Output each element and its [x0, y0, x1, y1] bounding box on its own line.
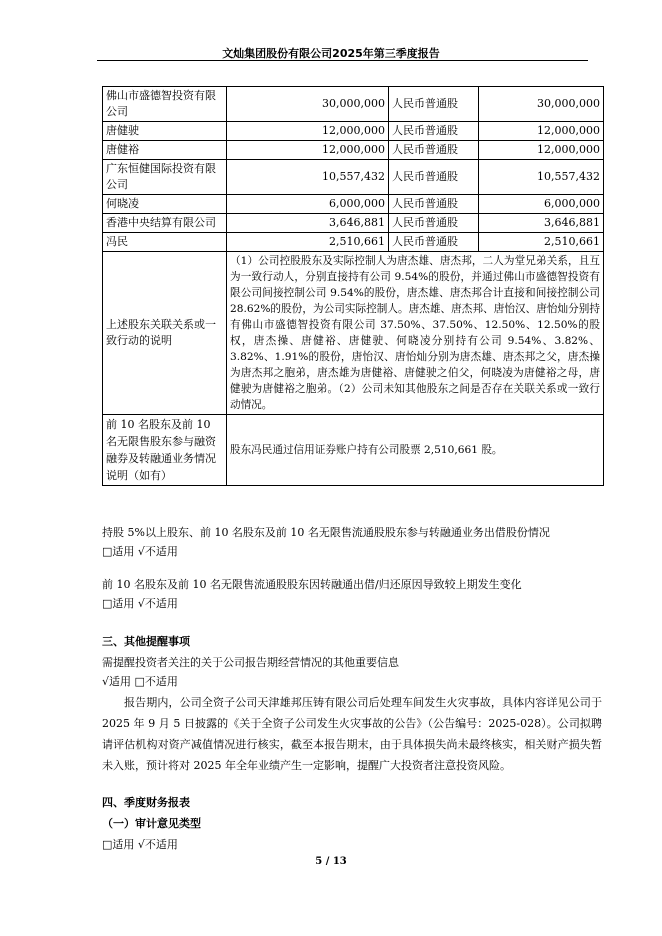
holder-quantity: 12,000,000 — [479, 141, 604, 160]
page-number: 5 / 13 — [315, 856, 347, 867]
holder-unrestricted: 30,000,000 — [227, 87, 389, 122]
holder-name: 唐健裕 — [103, 141, 227, 160]
lending-title: 持股 5%以上股东、前 10 名股东及前 10 名无限售流通股股东参与转融通业务出借股份情况 — [102, 526, 550, 539]
change-status: □适用 √不适用 — [102, 597, 178, 610]
report-header: 文灿集团股份有限公司2025年第三季度报告 — [222, 47, 440, 60]
holder-quantity: 10,557,432 — [479, 160, 604, 195]
lending-status: □适用 √不适用 — [102, 545, 178, 558]
holder-unrestricted: 6,000,000 — [227, 195, 389, 214]
header-divider — [97, 60, 588, 61]
relations-label: 上述股东关联关系或一致行动的说明 — [103, 252, 227, 415]
other-subtitle: 需提醒投资者关注的关于公司报告期经营情况的其他重要信息 — [102, 656, 399, 669]
holder-share-type: 人民币普通股 — [389, 214, 479, 233]
holder-quantity: 3,646,881 — [479, 214, 604, 233]
financial-heading: 四、季度财务报表 — [102, 796, 190, 809]
holder-name: 何晓凌 — [103, 195, 227, 214]
holder-quantity: 12,000,000 — [479, 122, 604, 141]
holder-share-type: 人民币普通股 — [389, 160, 479, 195]
relations-row — [103, 252, 604, 415]
change-title: 前 10 名股东及前 10 名无限售流通股股东因转融通出借/归还原因导致较上期发生变化 — [102, 578, 522, 591]
margin-text: 股东冯民通过信用证券账户持有公司股票 2,510,661 股。 — [227, 415, 604, 486]
audit-heading: （一）审计意见类型 — [102, 817, 201, 830]
table-row — [103, 195, 604, 214]
holder-share-type: 人民币普通股 — [389, 122, 479, 141]
holder-unrestricted: 12,000,000 — [227, 122, 389, 141]
holder-name: 佛山市盛德智投资有限公司 — [103, 87, 227, 122]
holder-quantity: 30,000,000 — [479, 87, 604, 122]
holder-share-type: 人民币普通股 — [389, 233, 479, 252]
holder-unrestricted: 2,510,661 — [227, 233, 389, 252]
relations-text: （1）公司控股股东及实际控制人为唐杰雄、唐杰邦，二人为堂兄弟关系，且互为一致行动人，分别直接持有公司 9.54%的股份，并通过佛山市盛德智投资有限公司间接控制公司 9.54%的股份，唐杰雄、唐杰邦合计直接和间接控制公司 28.62%的股份，为公司实际控制人。唐杰雄、唐杰邦、唐怡汉、唐怡灿分别持有佛山市盛德智投资有限公司 37.50%、37.50%、12.50%、12.50%的股权，唐杰操、唐健裕、唐健驶、何晓凌分别持有公司 9.54%、3.82%、3.82%、1.91%的股份，唐怡汉、唐怡灿分别为唐杰雄、唐杰邦之父，唐杰操为唐杰邦之胞弟，唐杰雄为唐健裕、唐健驶之伯父，何晓凌为唐健裕之母，唐健驶为唐健裕之胞弟。（2）公司未知其他股东之间是否存在关联关系或一致行动情况。 — [227, 252, 604, 415]
table-row — [103, 122, 604, 141]
holder-unrestricted: 3,646,881 — [227, 214, 389, 233]
holder-share-type: 人民币普通股 — [389, 141, 479, 160]
table-row — [103, 87, 604, 122]
audit-status: □适用 √不适用 — [102, 838, 178, 851]
holder-unrestricted: 12,000,000 — [227, 141, 389, 160]
holder-name: 唐健驶 — [103, 122, 227, 141]
other-heading: 三、其他提醒事项 — [102, 635, 190, 648]
margin-label: 前 10 名股东及前 10 名无限售股东参与融资融券及转融通业务情况说明（如有） — [103, 415, 227, 486]
holder-name: 冯民 — [103, 233, 227, 252]
other-status: √适用 □不适用 — [102, 675, 178, 688]
holder-share-type: 人民币普通股 — [389, 195, 479, 214]
holder-share-type: 人民币普通股 — [389, 87, 479, 122]
fire-incident-paragraph: 报告期内，公司全资子公司天津雄邦压铸有限公司后处理车间发生火灾事故，具体内容详见公司于 2025 年 9 月 5 日披露的《关于全资子公司发生火灾事故的公告》（公告编号：2025-028）。公司拟聘请评估机构对资产减值情况进行核实，截至本报告期末，由于具体损失尚未最终核实，相关财产损失暂未入账，预计将对 2025 年全年业绩产生一定影响，提醒广大投资者注意投资风险。 — [102, 696, 602, 772]
holder-name: 广东恒健国际投资有限公司 — [103, 160, 227, 195]
table-row — [103, 214, 604, 233]
table-row — [103, 233, 604, 252]
top-holders-table — [102, 86, 604, 486]
table-row — [103, 160, 604, 195]
table-row — [103, 141, 604, 160]
margin-row — [103, 415, 604, 486]
holder-quantity: 2,510,661 — [479, 233, 604, 252]
holder-quantity: 6,000,000 — [479, 195, 604, 214]
holder-unrestricted: 10,557,432 — [227, 160, 389, 195]
holder-name: 香港中央结算有限公司 — [103, 214, 227, 233]
